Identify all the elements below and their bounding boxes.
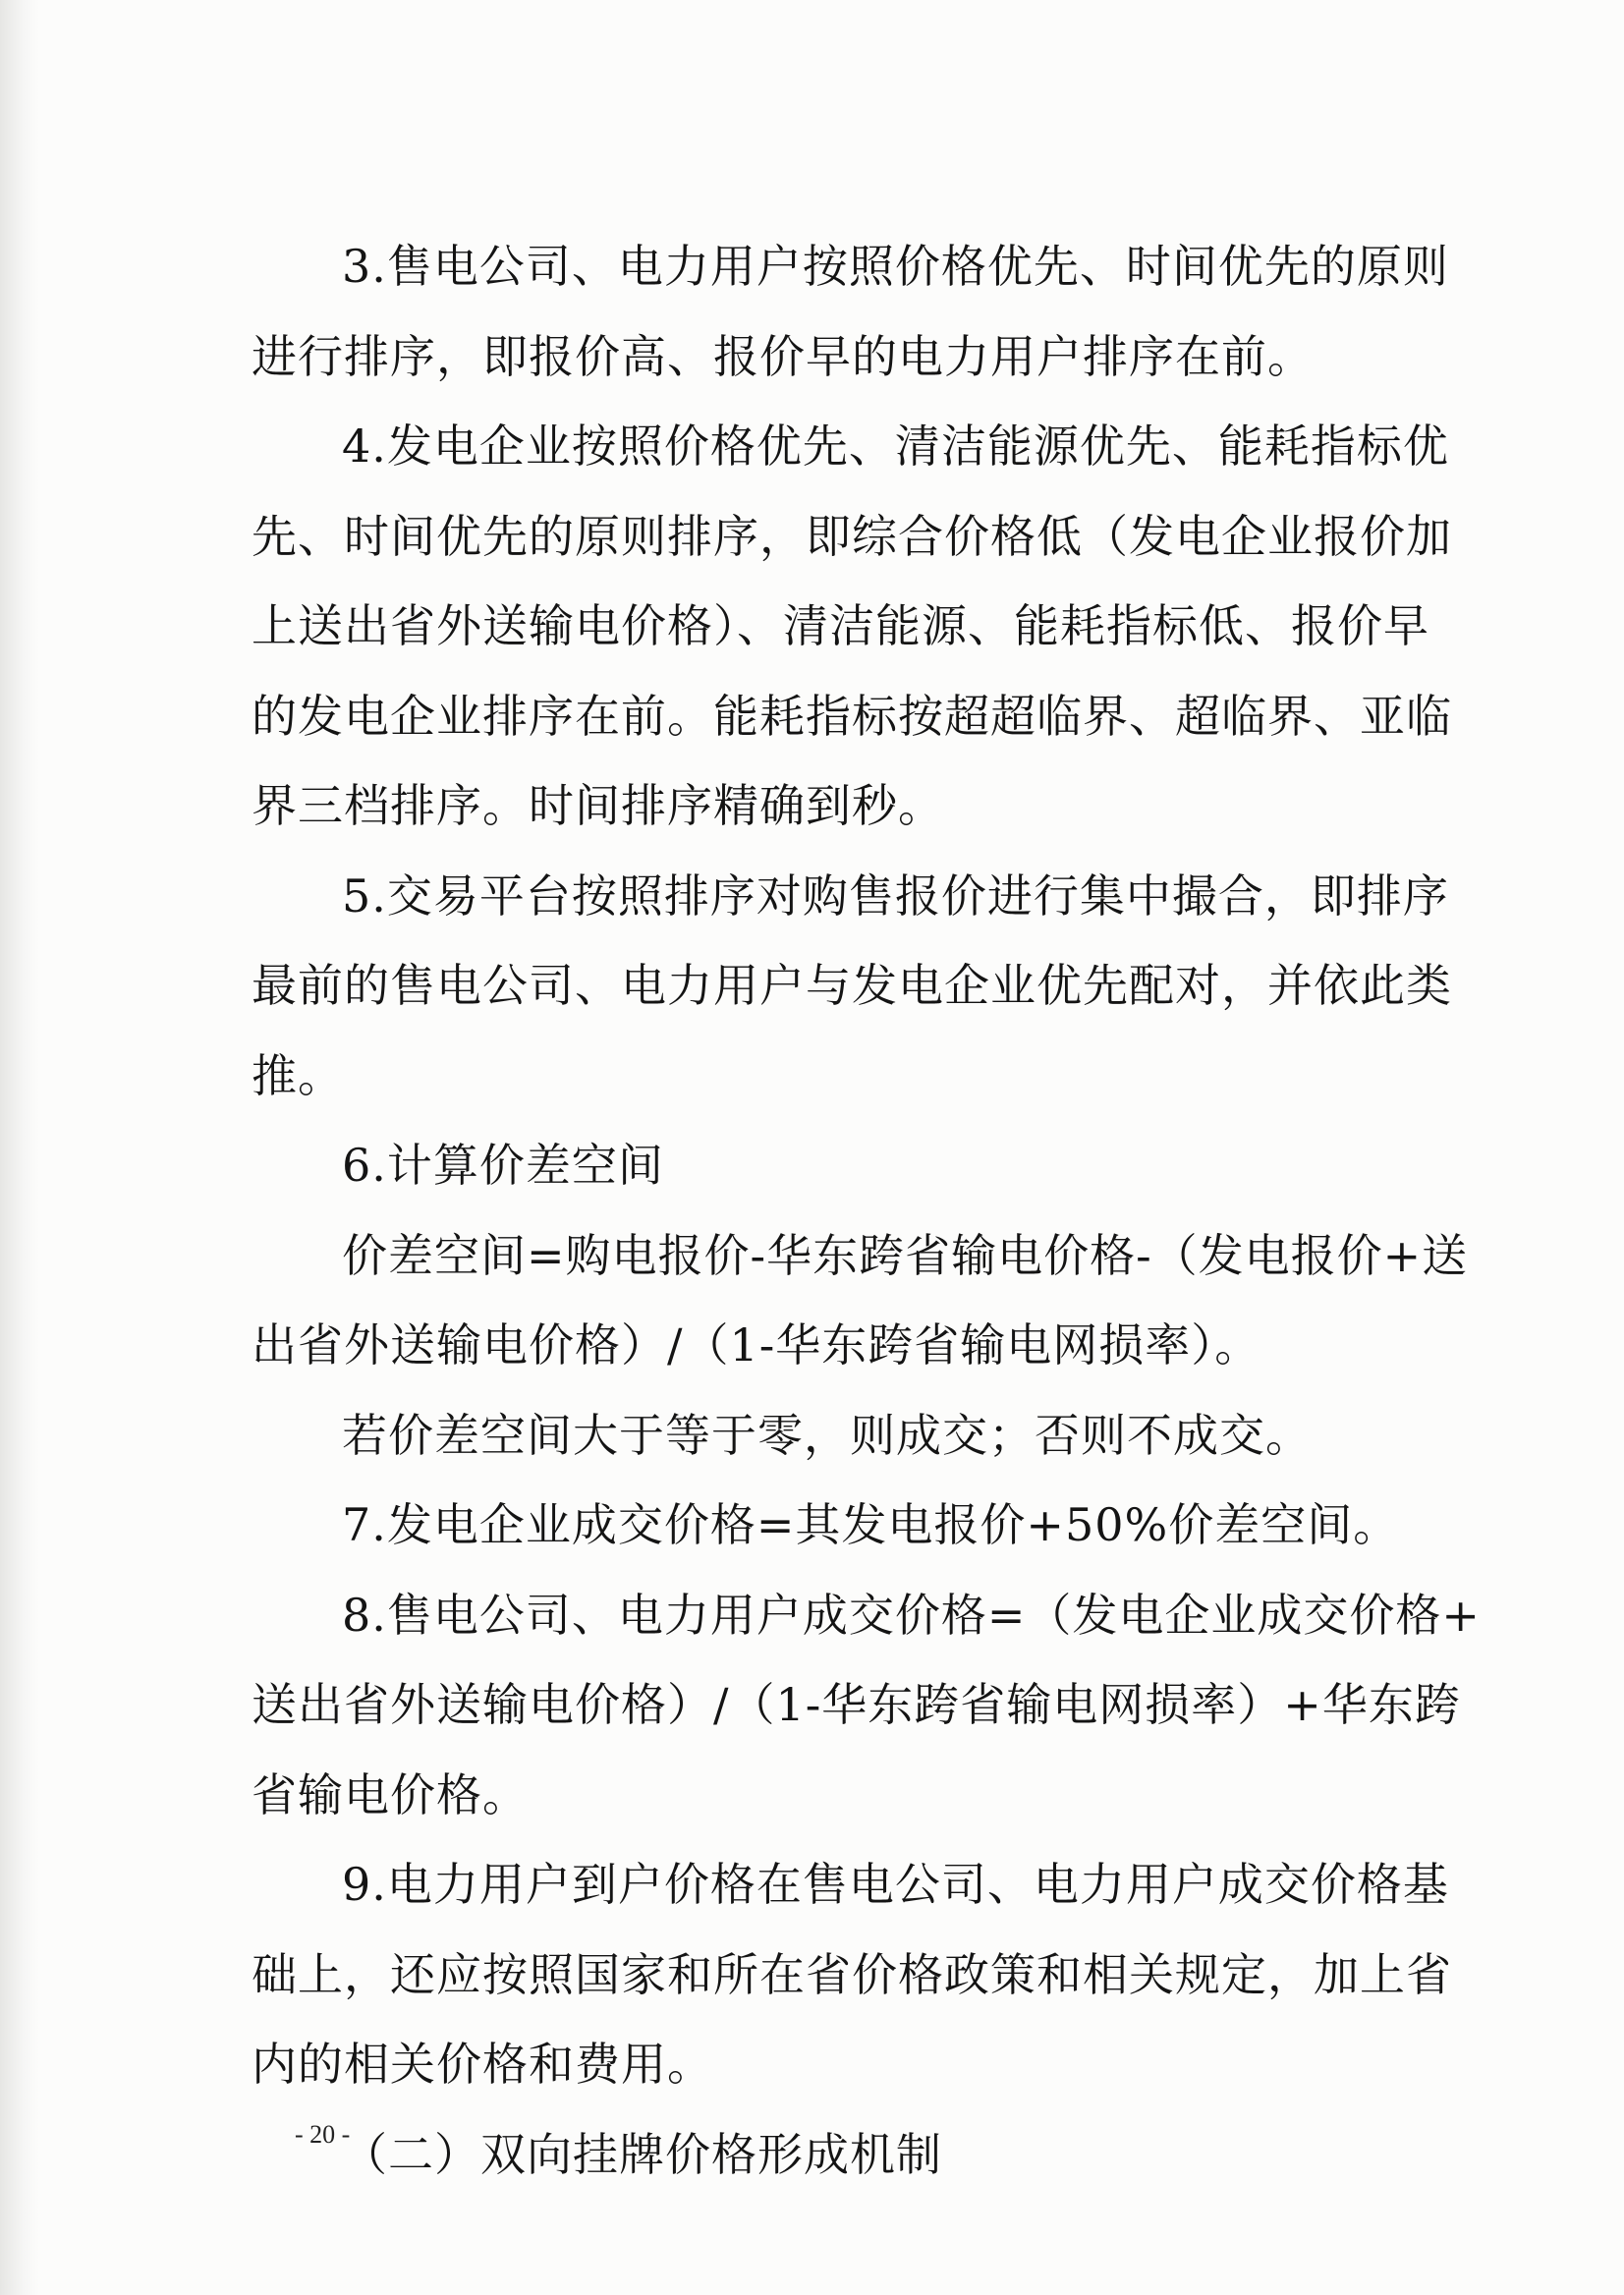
paragraph-4-line-2: 先、时间优先的原则排序，即综合价格低（发电企业报价加: [252, 509, 1452, 563]
paragraph-8-line-1: 8.售电公司、电力用户成交价格=（发电企业成交价格+: [342, 1588, 1481, 1642]
body-text: [252, 222, 1481, 2200]
paragraph-5-line-3: 推。: [252, 1048, 344, 1102]
paragraph-9-line-2: 础上，还应按照国家和所在省价格政策和相关规定，加上省: [252, 1947, 1452, 2001]
formula-spread-line-1: 价差空间=购电报价-华东跨省输电价格-（发电报价+送: [342, 1228, 1469, 1282]
paragraph-3-line-1: 3.售电公司、电力用户按照价格优先、时间优先的原则: [342, 240, 1449, 293]
page-number: - 20 -: [295, 2120, 351, 2149]
paragraph-4-line-4: 的发电企业排序在前。能耗指标按超超临界、超临界、亚临: [252, 689, 1452, 743]
paragraph-9-line-1: 9.电力用户到户价格在售电公司、电力用户成交价格基: [342, 1858, 1449, 1911]
paragraph-6-heading: 6.计算价差空间: [342, 1139, 664, 1192]
paragraph-9-line-3: 内的相关价格和费用。: [252, 2038, 713, 2091]
scan-edge-shadow: [0, 0, 39, 2295]
paragraph-5-line-2: 最前的售电公司、电力用户与发电企业优先配对，并依此类: [252, 959, 1452, 1012]
formula-spread-line-2: 出省外送输电价格）/（1-华东跨省输电网损率）。: [252, 1318, 1261, 1371]
paragraph-5-line-1: 5.交易平台按照排序对购售报价进行集中撮合，即排序: [342, 868, 1449, 923]
paragraph-4-line-1: 4.发电企业按照价格优先、清洁能源优先、能耗指标优: [342, 420, 1449, 473]
paragraph-4-line-5: 界三档排序。时间排序精确到秒。: [252, 779, 944, 832]
paragraph-7: 7.发电企业成交价格=其发电报价+50%价差空间。: [342, 1498, 1400, 1551]
paragraph-4-line-3: 上送出省外送输电价格）、清洁能源、能耗指标低、报价早: [252, 599, 1429, 652]
paragraph-8-line-2: 送出省外送输电价格）/（1-华东跨省输电网损率）+华东跨: [252, 1678, 1461, 1731]
paragraph-8-line-3: 省输电价格。: [252, 1767, 529, 1821]
deal-condition: 若价差空间大于等于零，则成交；否则不成交。: [342, 1408, 1312, 1462]
paragraph-3-line-2: 进行排序，即报价高、报价早的电力用户排序在前。: [252, 329, 1314, 383]
section-heading-two-way-listing: （二）双向挂牌价格形成机制: [342, 2127, 942, 2181]
